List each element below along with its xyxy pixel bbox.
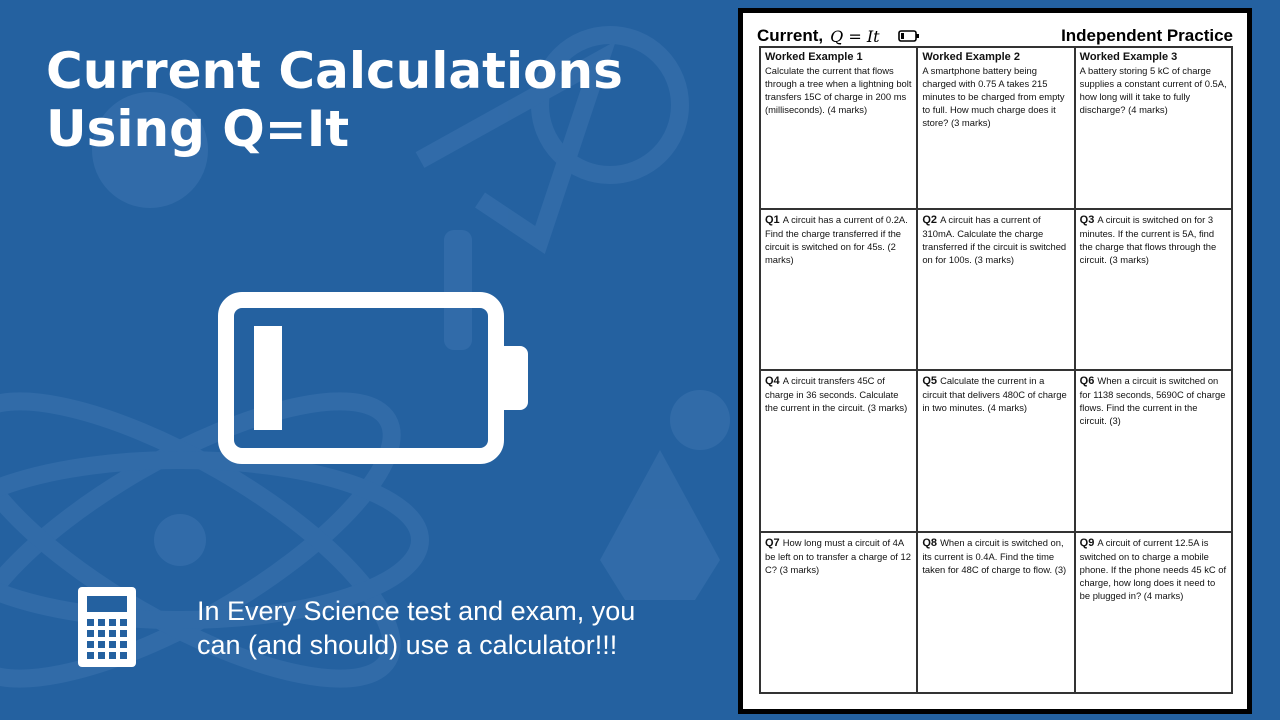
question-text: How long must a circuit of 4A be left on to transfer a charge of 12 C? (3 marks) [765, 536, 911, 575]
question-cell [760, 532, 917, 694]
question-label: Q6 [1079, 375, 1098, 387]
battery-low-icon [218, 292, 530, 464]
question-label: Q9 [1079, 536, 1098, 549]
question-cell [1075, 370, 1232, 532]
worked-example-text: A battery storing 5 kC of charge supplies a constant current of 0.5A, how long will it take to fully discharge? (4 marks) [1079, 65, 1227, 115]
question-text: Calculate the current in a circuit that delivers 480C of charge in two minutes. (4 marks) [922, 375, 1067, 413]
question-cell [917, 209, 1074, 371]
worked-example-heading: Worked Example 3 [1079, 51, 1178, 63]
question-cell [760, 209, 917, 371]
worked-example-heading: Worked Example 1 [765, 51, 863, 63]
worksheet-formula: Q = It [830, 26, 880, 46]
atom-nucleus [154, 514, 206, 566]
calculator-icon [78, 587, 136, 667]
small-battery-icon [898, 30, 920, 42]
question-label: Q4 [765, 375, 783, 387]
question-label: Q7 [765, 536, 783, 549]
worked-example-heading: Worked Example 2 [922, 51, 1020, 63]
slide-title-line1: Current Calculations [46, 42, 623, 100]
decor-rocket [600, 450, 720, 600]
question-grid [759, 46, 1233, 694]
question-text: When a circuit is switched on, its current is 0.4A. Find the time taken for 48C of charge to flow. (3) [922, 536, 1067, 575]
question-cell [917, 532, 1074, 694]
calculator-note-line1: In Every Science test and exam, you [197, 596, 636, 626]
question-cell [917, 370, 1074, 532]
question-cell [760, 370, 917, 532]
question-text: A circuit is switched on for 3 minutes. If the current is 5A, find the charge that flows through the circuit. (3 marks) [1079, 213, 1217, 265]
worksheet [738, 8, 1252, 714]
worked-example-text: Calculate the current that flows through a tree when a lightning bolt transfers 15C of charge in 200 ms (milliseconds). (4 marks) [765, 65, 912, 115]
question-label: Q3 [1079, 213, 1098, 226]
decor-gear [670, 390, 730, 450]
worked-example-cell [1075, 47, 1232, 209]
calculator-note-line2: can (and should) use a calculator!!! [197, 630, 618, 660]
worked-example-text: A smartphone battery being charged with 0.75 A takes 215 minutes to be charged from empty to full. How much charge does it store? (3 marks) [922, 65, 1065, 128]
question-cell [1075, 532, 1232, 694]
worked-example-cell [917, 47, 1074, 209]
question-text: When a circuit is switched on for 1138 seconds, 5690C of charge flows. Find the current in the circuit. (3) [1079, 375, 1226, 426]
question-text: A circuit transfers 45C of charge in 36 seconds. Calculate the current in the circuit. (3 marks) [765, 375, 908, 413]
question-label: Q5 [922, 375, 941, 387]
question-text: A circuit has a current of 0.2A. Find the charge transferred if the circuit is switched on for 45s. (2 marks) [765, 213, 908, 265]
question-text: A circuit has a current of 310mA. Calculate the charge transferred if the circuit is switched on for 100s. (3 marks) [922, 213, 1067, 265]
slide-title-line2: Using Q=It [46, 100, 350, 158]
worksheet-right-title: Independent Practice [1061, 26, 1233, 45]
question-cell [1075, 209, 1232, 371]
question-label: Q1 [765, 213, 783, 226]
worksheet-title: Current, [757, 26, 824, 45]
question-text: A circuit of current 12.5A is switched on to charge a mobile phone. If the phone needs 45 kC of charge, how long does it need to be plugged in? (4 marks) [1079, 536, 1227, 601]
slide-title [46, 42, 706, 158]
calculator-note [197, 594, 677, 662]
question-label: Q2 [922, 213, 941, 226]
worked-example-cell [760, 47, 917, 209]
worksheet-page [743, 13, 1247, 709]
question-label: Q8 [922, 536, 941, 549]
